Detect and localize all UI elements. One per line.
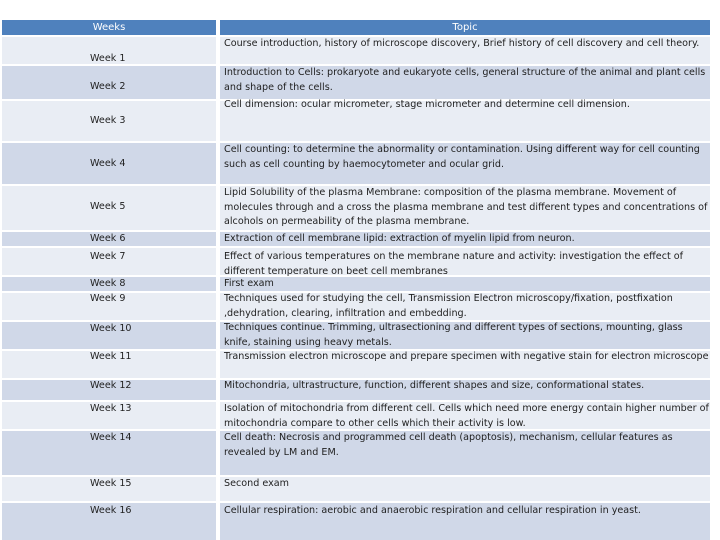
week-label: Week 14 — [90, 432, 132, 443]
week-label: Week 8 — [90, 278, 126, 289]
topic-cell: Mitochondria, ultrastructure, function, different shapes and size, conformational states. — [224, 380, 645, 391]
week-label: Week 13 — [90, 403, 132, 414]
week-label: Week 3 — [90, 115, 126, 126]
topic-cell: Isolation of mitochondria from different cell. Cells which need more energy contain higher number of mitochondria compare to other cells which their activity is low. — [224, 403, 709, 429]
week-label: Week 11 — [90, 351, 132, 362]
topic-cell: Cell dimension: ocular micrometer, stage micrometer and determine cell dimension. — [224, 99, 630, 110]
header-weeks: Weeks — [2, 20, 216, 35]
week-label: Week 1 — [90, 53, 126, 64]
topic-cell: First exam — [224, 278, 274, 289]
topic-cell: Transmission electron microscope and prepare specimen with negative stain for electron microscope — [224, 351, 709, 362]
topic-cell: Second exam — [224, 478, 289, 489]
week-label: Week 16 — [90, 505, 132, 516]
topic-cell: Techniques continue. Trimming, ultrasectioning and different types of sections, mounting, glass knife, staining using heavy metals. — [224, 322, 683, 348]
topic-cell: Course introduction, history of microscope discovery, Brief history of cell discovery and cell theory. — [224, 38, 700, 49]
topic-cell: Cell counting: to determine the abnormality or contamination. Using different way for cell counting such as cell counting by haemocytometer and ocular grid. — [224, 144, 700, 170]
week-label: Week 5 — [90, 201, 126, 212]
topic-cell: Extraction of cell membrane lipid: extraction of myelin lipid from neuron. — [224, 233, 575, 244]
topic-cell: Lipid Solubility of the plasma Membrane: composition of the plasma membrane. Movement of molecules through and a cross the plasma membrane and test different types and concentrations of alcohols on permeability of the plasma membrane. — [224, 187, 708, 227]
topic-cell: Effect of various temperatures on the membrane nature and activity: investigation the effect of different temperature on beet cell membranes — [224, 251, 684, 277]
week-label: Week 4 — [90, 158, 126, 169]
week-label: Week 15 — [90, 478, 132, 489]
topic-cell: Introduction to Cells: prokaryote and eukaryote cells, general structure of the animal and plant cells and shape of the cells. — [224, 67, 706, 93]
header-topic: Topic — [220, 20, 710, 35]
week-label: Week 7 — [90, 251, 126, 262]
week-label: Week 6 — [90, 233, 126, 244]
topic-cell: Cell death: Necrosis and programmed cell death (apoptosis), mechanism, cellular features as revealed by LM and EM. — [224, 432, 673, 458]
topic-cell: Techniques used for studying the cell, Transmission Electron microscopy/fixation, postfixation ,dehydration, clearing, infiltration and embedding. — [224, 293, 673, 319]
week-label: Week 2 — [90, 81, 126, 92]
week-label: Week 9 — [90, 293, 126, 304]
week-label: Week 10 — [90, 323, 132, 334]
topic-cell: Cellular respiration: aerobic and anaerobic respiration and cellular respiration in yeast. — [224, 505, 641, 516]
week-label: Week 12 — [90, 380, 132, 391]
